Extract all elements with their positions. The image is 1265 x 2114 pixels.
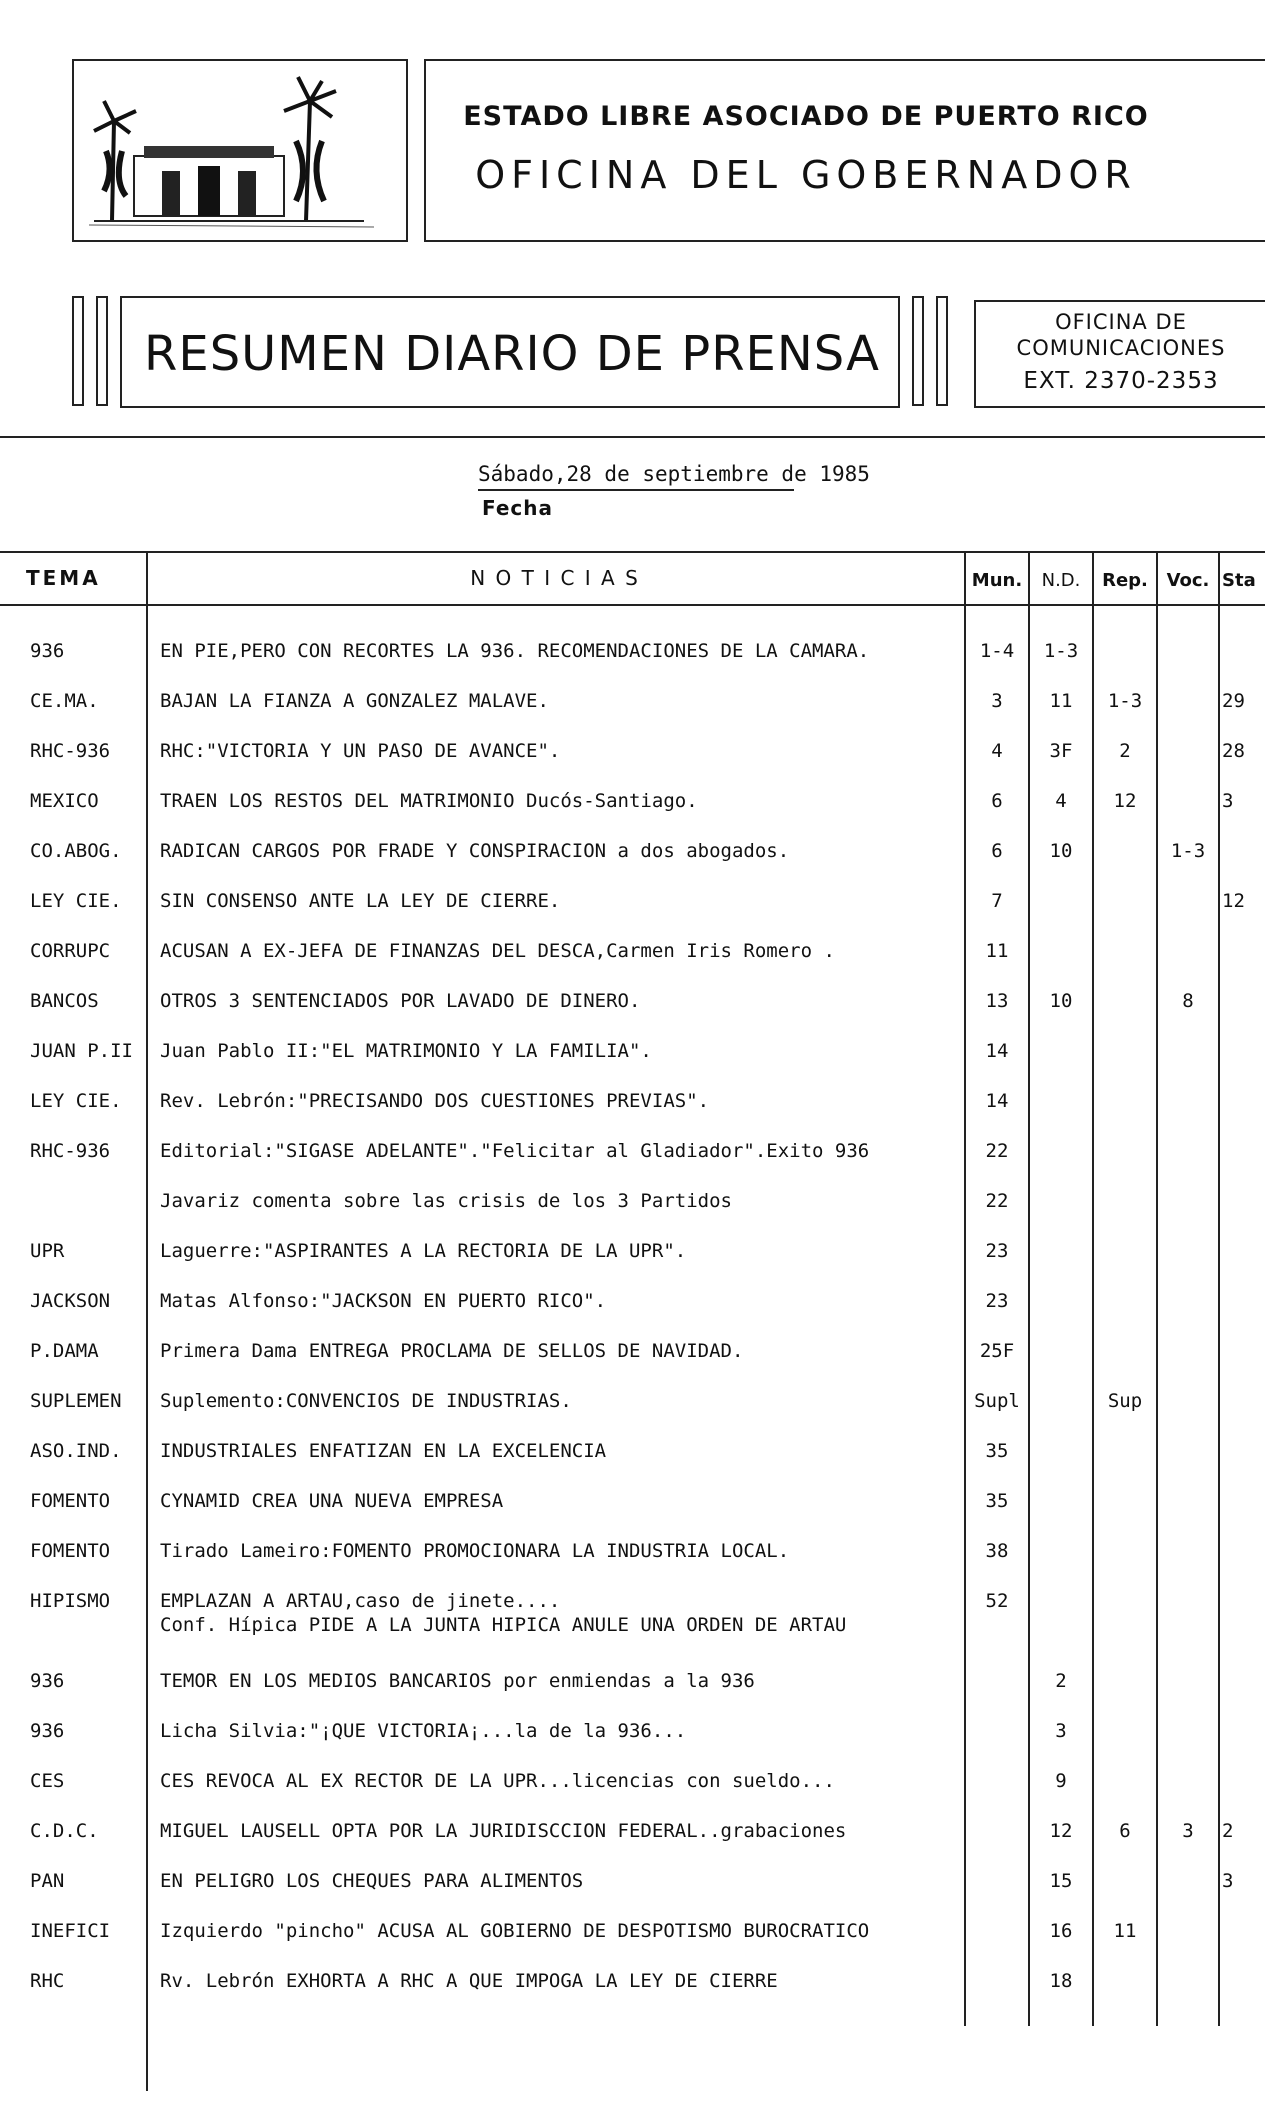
tema-column-divider [146,551,148,2091]
left-decorative-bar-2 [96,296,108,406]
date-label: Fecha [482,496,554,520]
row-tema: FOMENTO [30,1490,111,1512]
row-tema: RHC [30,1970,65,1992]
row-voc: 1-3 [1170,840,1206,862]
row-mun: 7 [991,890,1003,912]
row-mun: 35 [985,1490,1009,1512]
row-sta: 2 [1222,1820,1234,1842]
row-rep: 12 [1113,790,1137,812]
row-tema: RHC-936 [30,1140,111,1162]
row-noticia: RHC:"VICTORIA Y UN PASO DE AVANCE". [160,740,561,762]
row-noticia: Izquierdo "pincho" ACUSA AL GOBIERNO DE DESPOTISMO BUROCRATICO [160,1920,870,1942]
row-nd: 18 [1049,1970,1073,1992]
row-tema: MEXICO [30,790,99,812]
row-noticia: Rev. Lebrón:"PRECISANDO DOS CUESTIONES PREVIAS". [160,1090,710,1112]
row-tema: CE.MA. [30,690,99,712]
row-tema: UPR [30,1240,65,1262]
row-sta: 29 [1222,690,1245,712]
row-tema: 936 [30,640,65,662]
row-nd: 1-3 [1043,640,1079,662]
row-mun: 38 [985,1540,1009,1562]
row-tema: LEY CIE. [30,1090,122,1112]
row-mun: 11 [985,940,1009,962]
row-tema: FOMENTO [30,1540,111,1562]
left-decorative-bar [72,296,84,406]
row-rep: 6 [1119,1820,1131,1842]
row-nd: 16 [1049,1920,1073,1942]
header-mun: Mun. [971,570,1023,591]
row-noticia: BAJAN LA FIANZA A GONZALEZ MALAVE. [160,690,549,712]
row-noticia-line2: Conf. Hípica PIDE A LA JUNTA HIPICA ANULE UNA ORDEN DE ARTAU [160,1614,847,1636]
row-mun: 52 [985,1590,1009,1612]
governor-office-header [424,59,1265,242]
header-voc: Voc. [1166,570,1210,591]
row-voc: 3 [1182,1820,1194,1842]
row-tema: P.DAMA [30,1340,99,1362]
row-rep: 11 [1113,1920,1137,1942]
office-title: OFICINA DEL GOBERNADOR [475,153,1137,197]
row-nd: 12 [1049,1820,1073,1842]
report-date: Sábado,28 de septiembre de 1985 [478,462,870,486]
row-sta: 12 [1222,890,1245,912]
row-mun: 14 [985,1090,1009,1112]
row-nd: 2 [1055,1670,1067,1692]
row-noticia: CYNAMID CREA UNA NUEVA EMPRESA [160,1490,504,1512]
commonwealth-title: ESTADO LIBRE ASOCIADO DE PUERTO RICO [463,101,1149,132]
row-mun: 13 [985,990,1009,1012]
row-noticia: SIN CONSENSO ANTE LA LEY DE CIERRE. [160,890,561,912]
row-noticia: Javariz comenta sobre las crisis de los 3 Partidos [160,1190,732,1212]
row-nd: 9 [1055,1770,1067,1792]
header-tema: TEMA [26,566,101,590]
row-nd: 3 [1055,1720,1067,1742]
row-nd: 3F [1049,740,1073,762]
mun-column-divider [964,551,966,2026]
row-sta: 3 [1222,790,1234,812]
right-decorative-bar [912,296,924,406]
row-noticia: TRAEN LOS RESTOS DEL MATRIMONIO Ducós-Santiago. [160,790,698,812]
row-noticia: Tirado Lameiro:FOMENTO PROMOCIONARA LA INDUSTRIA LOCAL. [160,1540,790,1562]
row-nd: 10 [1049,990,1073,1012]
row-noticia: RADICAN CARGOS POR FRADE Y CONSPIRACION a dos abogados. [160,840,790,862]
row-noticia: EN PELIGRO LOS CHEQUES PARA ALIMENTOS [160,1870,584,1892]
row-tema: HIPISMO [30,1590,111,1612]
sta-column-divider [1218,551,1220,2026]
row-nd: 10 [1049,840,1073,862]
row-noticia: Laguerre:"ASPIRANTES A LA RECTORIA DE LA UPR". [160,1240,687,1262]
header-rep: Rep. [1102,570,1148,591]
banner-title-box [120,296,900,408]
nd-column-divider [1028,551,1030,2026]
office-line-2: COMUNICACIONES [1016,336,1226,360]
row-noticia: CES REVOCA AL EX RECTOR DE LA UPR...licencias con sueldo... [160,1770,835,1792]
row-noticia: ACUSAN A EX-JEFA DE FINANZAS DEL DESCA,Carmen Iris Romero . [160,940,835,962]
row-noticia: EN PIE,PERO CON RECORTES LA 936. RECOMENDACIONES DE LA CAMARA. [160,640,870,662]
row-noticia: EMPLAZAN A ARTAU,caso de jinete.... [160,1590,561,1612]
building-illustration-icon [74,61,406,240]
row-noticia: Suplemento:CONVENCIOS DE INDUSTRIAS. [160,1390,572,1412]
row-tema: LEY CIE. [30,890,122,912]
row-tema: C.D.C. [30,1820,99,1842]
row-sta: 28 [1222,740,1245,762]
header-noticias: N O T I C I A S [470,566,640,590]
row-voc: 8 [1182,990,1194,1012]
row-nd: 4 [1055,790,1067,812]
row-nd: 11 [1049,690,1073,712]
row-mun: 6 [991,790,1003,812]
row-tema: SUPLEMEN [30,1390,122,1412]
row-tema: CORRUPC [30,940,111,962]
communications-office-box [974,300,1265,408]
row-mun: 4 [991,740,1003,762]
row-noticia: MIGUEL LAUSELL OPTA POR LA JURIDISCCION FEDERAL..grabaciones [160,1820,847,1842]
header-divider [0,436,1265,438]
office-extension: EXT. 2370-2353 [1023,368,1219,394]
row-tema: JACKSON [30,1290,111,1312]
office-line-1: OFICINA DE [1055,310,1187,334]
row-noticia: TEMOR EN LOS MEDIOS BANCARIOS por enmiendas a la 936 [160,1670,755,1692]
row-mun: 23 [985,1240,1009,1262]
right-decorative-bar-2 [936,296,948,406]
row-noticia: Juan Pablo II:"EL MATRIMONIO Y LA FAMILIA". [160,1040,652,1062]
date-underline [478,489,794,491]
row-noticia: Licha Silvia:"¡QUE VICTORIA¡...la de la 936... [160,1720,687,1742]
row-mun: 22 [985,1140,1009,1162]
row-sta: 3 [1222,1870,1234,1892]
row-rep: 2 [1119,740,1131,762]
row-mun: 6 [991,840,1003,862]
row-mun: 14 [985,1040,1009,1062]
table-top-rule [0,551,1265,553]
row-tema: RHC-936 [30,740,111,762]
row-tema: INEFICI [30,1920,111,1942]
row-noticia: INDUSTRIALES ENFATIZAN EN LA EXCELENCIA [160,1440,607,1462]
seal-logo [72,59,408,242]
row-tema: JUAN P.II [30,1040,133,1062]
row-tema: CES [30,1770,65,1792]
row-tema: BANCOS [30,990,99,1012]
row-mun: 3 [991,690,1003,712]
row-tema: CO.ABOG. [30,840,122,862]
row-noticia: OTROS 3 SENTENCIADOS POR LAVADO DE DINERO. [160,990,641,1012]
row-nd: 15 [1049,1870,1073,1892]
row-tema: 936 [30,1670,65,1692]
row-noticia: Rv. Lebrón EXHORTA A RHC A QUE IMPOGA LA LEY DE CIERRE [160,1970,778,1992]
row-rep: 1-3 [1107,690,1143,712]
row-mun: Supl [974,1390,1020,1412]
header-sta: Sta [1222,570,1256,591]
row-mun: 23 [985,1290,1009,1312]
row-mun: 35 [985,1440,1009,1462]
row-tema: 936 [30,1720,65,1742]
header-nd: N.D. [1041,570,1081,591]
row-tema: PAN [30,1870,65,1892]
row-rep: Sup [1107,1390,1143,1412]
row-noticia: Editorial:"SIGASE ADELANTE"."Felicitar al Gladiador".Exito 936 [160,1140,870,1162]
row-mun: 1-4 [979,640,1015,662]
row-noticia: Matas Alfonso:"JACKSON EN PUERTO RICO". [160,1290,607,1312]
row-tema: ASO.IND. [30,1440,122,1462]
row-mun: 22 [985,1190,1009,1212]
rep-column-divider [1092,551,1094,2026]
row-noticia: Primera Dama ENTREGA PROCLAMA DE SELLOS DE NAVIDAD. [160,1340,744,1362]
page-title: RESUMEN DIARIO DE PRENSA [144,326,880,382]
table-header-rule [0,604,1265,606]
voc-column-divider [1156,551,1158,2026]
row-mun: 25F [979,1340,1015,1362]
